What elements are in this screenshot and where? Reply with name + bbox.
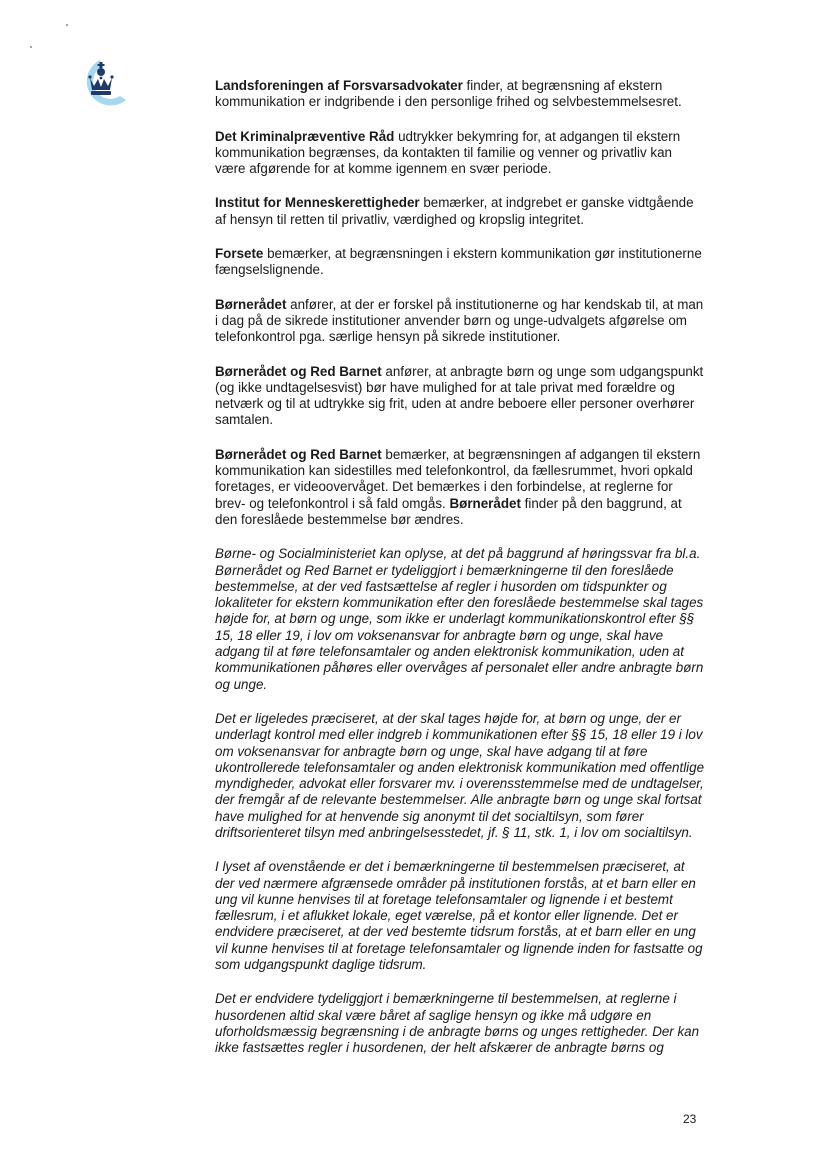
organization-name: Institut for Menneskerettigheder bbox=[215, 195, 420, 211]
statement-text: bemærker, at indgrebet er ganske vidtgående af hensyn til retten til privatliv, værdighed og kropslig integritet. bbox=[215, 195, 694, 227]
statement-text: bemærker, at begrænsningen af adgangen til ekstern kommunikation kan sidestilles med telefonkontrol, da fællesrummet, hvori opkald foretages, er videoovervåget. Det bemærkes i den forbindelse, at reglerne for brev- og telefonkontrol i så fald omgås. bbox=[215, 446, 701, 511]
organization-name: Børnerådet og Red Barnet bbox=[215, 363, 382, 379]
statement-text: anfører, at der er forskel på institutionerne og har kendskab til, at man i dag på de sikrede institutioner anvender børn og unge-udvalgets afgørelse om telefonkontrol pga. særlige hensyn på sikrede institutioner. bbox=[215, 296, 704, 345]
statement-paragraph bbox=[215, 297, 705, 346]
statement-paragraph bbox=[215, 447, 705, 528]
statement-paragraph bbox=[215, 129, 705, 178]
statement-paragraph bbox=[215, 195, 705, 228]
statement-paragraph bbox=[215, 246, 705, 279]
document-body bbox=[215, 78, 705, 1075]
organization-name: Landsforeningen af Forsvarsadvokater bbox=[215, 78, 463, 93]
statement-paragraph bbox=[215, 78, 705, 111]
organization-name: Børnerådet bbox=[215, 296, 287, 312]
statement-text: finder, at begrænsning af ekstern kommunikation er indgribende i den personlige frihed og selvbestemmelsesret. bbox=[215, 78, 682, 110]
ministry-response bbox=[215, 546, 705, 1056]
scan-speck bbox=[30, 46, 32, 48]
statement-paragraph bbox=[215, 364, 705, 429]
organization-name: Børnerådet bbox=[449, 495, 521, 511]
ministry-paragraph: Det er endvidere tydeliggjort i bemærkningerne til bestemmelsen, at reglerne i husordenen altid skal være båret af saglige hensyn og ikke må udgøre en uforholdsmæssig begrænsning i de anbragte børns og unges rettigheder. Der kan ikke fastsættes regler i husordenen, der helt afskærer de anbragte børns og bbox=[215, 991, 700, 1056]
statement-text: finder på den baggrund, at den foreslåede bestemmelse bør ændres. bbox=[215, 495, 682, 527]
page-number: 23 bbox=[683, 1112, 697, 1126]
ministry-paragraph: Børne- og Socialministeriet kan oplyse, at det på baggrund af høringssvar fra bl.a. Børnerådet og Red Barnet er tydeliggjort i bemærkningerne til den foreslåede bestemmelse, at der ved fastsættelse af regler i husorden om tidspunkter og lokaliteter for ekstern kommunikation efter den foreslåede bestemmelse skal tages højde for, at børn og unge, som ikke er underlagt kommunikationskontrol efter §§ 15, 18 eller 19, i lov om voksenansvar for anbragte børn og unge, skal have adgang til at føre telefonsamtaler og anden elektronisk kommunikation, uden at kommunikationen påhøres eller overvåges af personalet eller andre anbragte børn og unge. bbox=[215, 546, 704, 692]
organization-name: Det Kriminalpræventive Råd bbox=[215, 128, 395, 144]
statement-text: udtrykker bekymring for, at adgangen til ekstern kommunikation begrænses, da kontakten til familie og venner og privatliv kan være afgørende for at komme igennem en svær periode. bbox=[215, 128, 681, 177]
organization-name: Forsete bbox=[215, 246, 264, 262]
organization-name: Børnerådet og Red Barnet bbox=[215, 446, 382, 462]
statement-text: anfører, at anbragte børn og unge som udgangspunkt (og ikke undtagelsesvist) bør have mulighed for at tale privat med forældre og netværk og til at udtrykke sig frit, uden at andre beboere eller personer overhører samtalen. bbox=[215, 363, 704, 428]
statement-text: bemærker, at begrænsningen i ekstern kommunikation gør institutionerne fængselslignende. bbox=[215, 246, 702, 278]
scan-speck bbox=[66, 24, 68, 26]
ministry-paragraph: I lyset af ovenstående er det i bemærkningerne til bestemmelsen præciseret, at der ved nærmere afgrænsede områder på institutionen forstås, at et barn eller en ung vil kunne henvises til at foretage telefonsamtaler og lignende i et bestemt fællesrum, i et aflukket lokale, eget værelse, på et kontor eller lignende. Det er endvidere præciseret, at der ved bestemte tidsrum forstås, at et barn eller en ung vil kunne henvises til at foretage telefonsamtaler og lignende inden for fastsatte og som udgangspunkt daglige tidsrum. bbox=[215, 859, 703, 973]
crown-emblem-icon bbox=[74, 56, 130, 112]
ministry-paragraph: Det er ligeledes præciseret, at der skal tages højde for, at børn og unge, der er underlagt kontrol med eller indgreb i kommunikationen efter §§ 15, 18 eller 19 i lov om voksenansvar for anbragte børn og unge, skal have adgang til at føre ukontrollerede telefonsamtaler og anden elektronisk kommunikation med offentlige myndigheder, advokat eller forsvarer mv. i overensstemmelse med de undtagelser, der fremgår af de relevante bestemmelser. Alle anbragte børn og unge skal fortsat have mulighed for at henvende sig anonymt til det socialtilsyn, som fører driftsorienteret tilsyn med anbringelsesstedet, jf. § 11, stk. 1, i lov om socialtilsyn. bbox=[215, 710, 705, 840]
